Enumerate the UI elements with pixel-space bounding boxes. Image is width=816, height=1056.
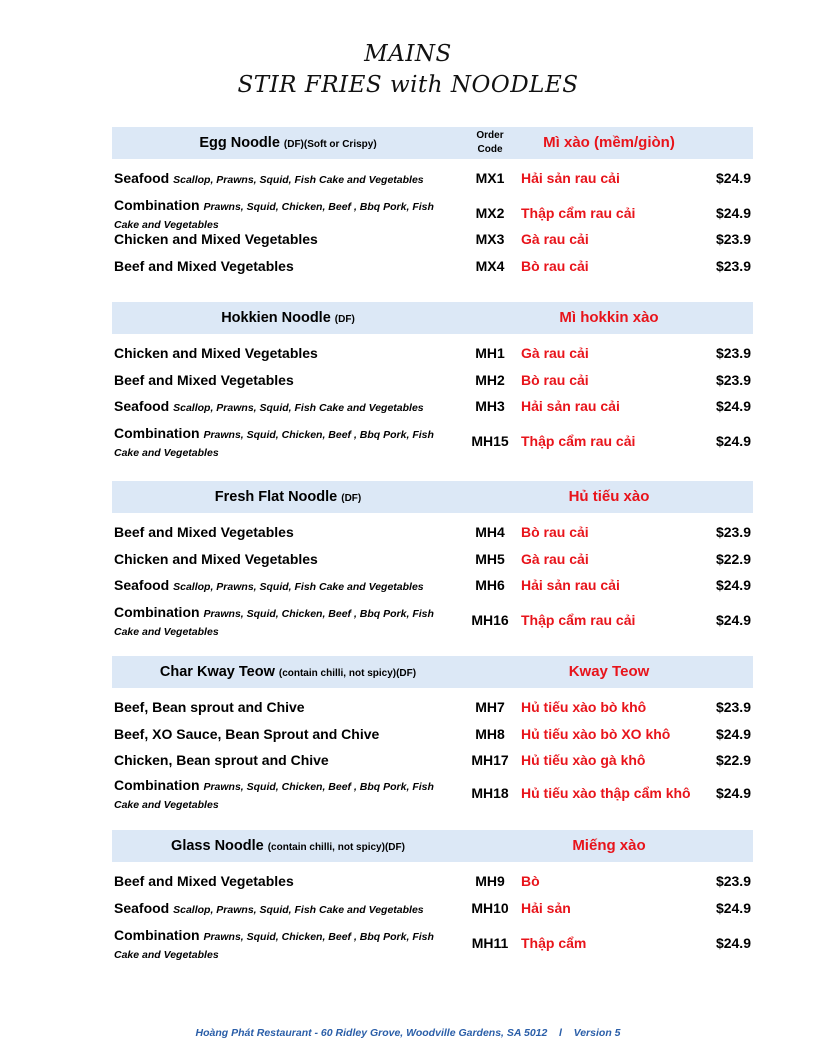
dish-name: Beef, XO Sauce, Bean Sprout and Chive (114, 725, 380, 742)
dish-ingredients: Scallop, Prawns, Squid, Fish Cake and Vegetables (173, 581, 424, 593)
item-code: MH8 (475, 725, 505, 742)
dish-name: Seafood (114, 899, 170, 916)
item-code: MH15 (471, 433, 509, 449)
dish-name: Beef and Mixed Vegetables (114, 873, 294, 889)
price: $24.9 (715, 725, 751, 742)
dish-description (114, 752, 459, 768)
vietnamese-name: Hải sản (521, 899, 571, 916)
section-vietnamese-title: Mì hokkin xào (559, 309, 659, 326)
price: $23.9 (715, 371, 751, 388)
menu-item (112, 369, 753, 396)
dish-description (114, 231, 459, 247)
vietnamese-name: Hủ tiếu xào bò XO khô (521, 725, 671, 742)
item-code: MX4 (475, 257, 505, 274)
section-vietnamese-title: Hủ tiếu xào (568, 488, 650, 505)
dish-name: Combination (114, 425, 200, 441)
section-header (112, 127, 753, 159)
menu-item (112, 897, 753, 926)
section-title (112, 302, 464, 334)
section-header (112, 302, 753, 334)
dish-name: Beef, Bean sprout and Chive (114, 699, 305, 715)
section-vietnamese-title: Kway Teow (568, 663, 650, 680)
vietnamese-name: Hải sản rau cải (521, 577, 620, 593)
dish-description (114, 699, 459, 715)
price: $23.9 (715, 873, 751, 889)
dish-description (114, 900, 459, 916)
dish-description (114, 551, 459, 567)
dish-description (114, 425, 459, 461)
dish-description (114, 398, 459, 414)
section-vietnamese-title: Mì xào (mềm/giòn) (543, 134, 675, 151)
menu-section (112, 830, 753, 961)
item-code: MH3 (475, 398, 505, 414)
dish-name: Beef and Mixed Vegetables (114, 371, 294, 388)
dish-ingredients: Prawns, Squid, Chicken, Beef , Bbq Pork, Fish Cake and Vegetables (114, 201, 434, 231)
dish-ingredients: Scallop, Prawns, Squid, Fish Cake and Vegetables (173, 174, 424, 186)
menu-item (112, 342, 753, 369)
menu-item (112, 696, 753, 723)
section-title (112, 830, 464, 862)
section-name: Char Kway Teow (159, 664, 275, 680)
price: $24.9 (715, 899, 751, 916)
vietnamese-name: Hủ tiếu xào gà khô (521, 752, 646, 768)
vietnamese-name: Gà rau cải (521, 231, 589, 247)
dish-description (114, 258, 459, 274)
vietnamese-name: Bò (521, 873, 540, 889)
menu-section (112, 127, 753, 274)
vietnamese-name: Thập cẩm rau cải (521, 205, 636, 221)
menu-subtitle: STIR FRIES with NOODLES (237, 72, 579, 98)
price: $22.9 (715, 752, 751, 768)
dish-ingredients: Prawns, Squid, Chicken, Beef , Bbq Pork, Fish Cake and Vegetables (114, 780, 434, 811)
dish-ingredients: Scallop, Prawns, Squid, Fish Cake and Vegetables (173, 903, 424, 916)
dish-name: Chicken and Mixed Vegetables (114, 550, 318, 567)
price: $22.9 (715, 550, 751, 567)
dish-name: Combination (114, 604, 200, 620)
vietnamese-name: Gà rau cải (521, 345, 589, 361)
item-code: MH11 (471, 934, 509, 951)
section-note: (DF) (334, 314, 355, 325)
price: $24.9 (715, 433, 751, 449)
menu-item (112, 574, 753, 603)
dish-description (114, 927, 459, 963)
menu-item (112, 548, 753, 575)
menu-section (112, 302, 753, 459)
section-note: (contain chilli, not spicy)(DF) (267, 842, 405, 853)
section-note: (DF) (341, 493, 362, 504)
section-header (112, 656, 753, 688)
menu-item (112, 521, 753, 548)
menu-item (112, 395, 753, 424)
dish-ingredients: Scallop, Prawns, Squid, Fish Cake and Vegetables (173, 402, 424, 414)
dish-ingredients: Prawns, Squid, Chicken, Beef , Bbq Pork, Fish Cake and Vegetables (114, 429, 434, 459)
price: $23.9 (715, 699, 751, 715)
item-code: MH17 (471, 752, 509, 768)
vietnamese-name: Hải sản rau cải (521, 170, 620, 186)
section-name: Glass Noodle (171, 838, 264, 854)
price: $23.9 (715, 345, 751, 361)
dish-name: Beef and Mixed Vegetables (114, 257, 294, 274)
dish-description (114, 726, 459, 742)
menu-section (112, 656, 753, 811)
item-code: MH16 (471, 612, 509, 628)
dish-name: Combination (114, 197, 200, 213)
price: $24.9 (715, 170, 751, 186)
section-title (112, 656, 464, 688)
item-code: MX1 (475, 170, 505, 186)
menu-item (112, 167, 753, 196)
vietnamese-name: Bò rau cải (521, 524, 589, 540)
footer-address: Hoàng Phát Restaurant - 60 Ridley Grove, Woodville Gardens, SA 5012 l Version 5 (195, 1027, 621, 1039)
item-code: MH7 (475, 699, 505, 715)
dish-name: Seafood (114, 398, 170, 414)
item-code: MH1 (475, 345, 505, 361)
price: $24.9 (715, 612, 751, 628)
dish-description (114, 372, 459, 388)
menu-item (112, 870, 753, 897)
section-name: Fresh Flat Noodle (214, 489, 338, 505)
section-header (112, 830, 753, 862)
vietnamese-name: Bò rau cải (521, 371, 589, 388)
price: $23.9 (715, 231, 751, 247)
menu-title: MAINS (364, 41, 452, 67)
price: $23.9 (715, 257, 751, 274)
item-code: MH4 (475, 524, 505, 540)
price: $24.9 (715, 577, 751, 593)
vietnamese-name: Hủ tiếu xào thập cẩm khô (521, 784, 691, 801)
menu-section (112, 481, 753, 638)
price: $24.9 (715, 398, 751, 414)
item-code: MX2 (475, 205, 505, 221)
section-name: Egg Noodle (199, 135, 280, 151)
dish-name: Combination (114, 926, 200, 943)
vietnamese-name: Hải sản rau cải (521, 398, 620, 414)
section-note: (DF)(Soft or Crispy) (283, 139, 377, 150)
price: $24.9 (715, 934, 751, 951)
dish-description (114, 170, 459, 186)
dish-description (114, 524, 459, 540)
vietnamese-name: Thập cẩm rau cải (521, 612, 636, 628)
menu-item (112, 424, 753, 459)
menu-item (112, 723, 753, 750)
item-code: MH2 (475, 371, 505, 388)
vietnamese-name: Gà rau cải (521, 550, 589, 567)
dish-description (114, 577, 459, 593)
section-vietnamese-title: Miếng xào (572, 837, 646, 854)
dish-name: Beef and Mixed Vegetables (114, 524, 294, 540)
item-code: MH5 (475, 550, 505, 567)
menu-item (112, 926, 753, 961)
dish-name: Combination (114, 776, 200, 793)
vietnamese-name: Thập cẩm rau cải (521, 433, 636, 449)
dish-name: Seafood (114, 577, 170, 593)
dish-description (114, 873, 459, 889)
vietnamese-name: Hủ tiếu xào bò khô (521, 699, 647, 715)
section-note: (contain chilli, not spicy)(DF) (278, 668, 417, 679)
dish-name: Chicken and Mixed Vegetables (114, 345, 318, 361)
section-title (112, 481, 464, 513)
menu-item (112, 776, 753, 811)
dish-description (114, 345, 459, 361)
vietnamese-name: Bò rau cải (521, 257, 589, 274)
dish-name: Chicken and Mixed Vegetables (114, 231, 318, 247)
menu-item (112, 255, 753, 282)
menu-item (112, 603, 753, 638)
section-header (112, 481, 753, 513)
order-code-heading: Order Code (476, 130, 504, 155)
dish-ingredients: Prawns, Squid, Chicken, Beef , Bbq Pork, Fish Cake and Vegetables (114, 608, 434, 638)
dish-description (114, 604, 459, 640)
price: $24.9 (715, 784, 751, 801)
menu-item (112, 228, 753, 255)
item-code: MH9 (475, 873, 505, 889)
menu-item (112, 749, 753, 776)
dish-name: Chicken, Bean sprout and Chive (114, 752, 329, 768)
item-code: MX3 (475, 231, 505, 247)
vietnamese-name: Thập cẩm (521, 934, 587, 951)
price: $24.9 (715, 205, 751, 221)
dish-name: Seafood (114, 170, 170, 186)
menu-item (112, 196, 753, 231)
price: $23.9 (715, 524, 751, 540)
dish-description (114, 777, 459, 813)
section-name: Hokkien Noodle (221, 310, 331, 326)
item-code: MH10 (471, 899, 509, 916)
item-code: MH6 (475, 577, 505, 593)
item-code: MH18 (471, 784, 509, 801)
dish-ingredients: Prawns, Squid, Chicken, Beef , Bbq Pork, Fish Cake and Vegetables (114, 930, 434, 961)
section-title (112, 127, 464, 159)
